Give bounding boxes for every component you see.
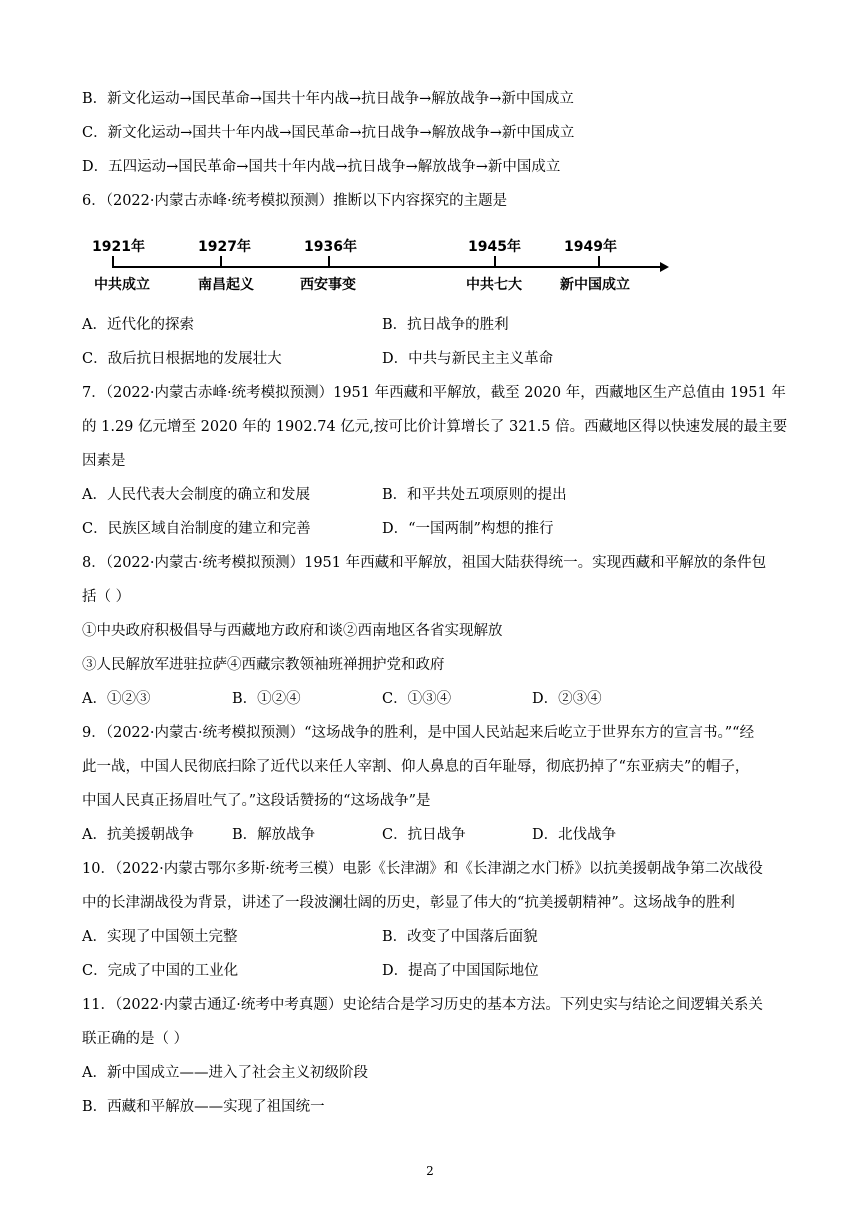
q10-stem-line: 10．（2022·内蒙古鄂尔多斯·统考三模）电影《长津湖》和《长津湖之水门桥》以抗美援朝战争第二次战役	[82, 861, 763, 877]
timeline-tick	[328, 256, 330, 267]
q8-option-b: B．①②④	[232, 691, 301, 707]
q5-option-d: D．五四运动→国民革命→国共十年内战→抗日战争→解放战争→新中国成立	[82, 159, 561, 175]
q10-option-b: B．改变了中国落后面貌	[382, 929, 538, 945]
q7-stem-line: 7．（2022·内蒙古赤峰·统考模拟预测）1951 年西藏和平解放，截至 2020 年，西藏地区生产总值由 1951 年	[82, 385, 786, 401]
q7-option-a: A．人民代表大会制度的确立和发展	[82, 487, 310, 503]
timeline-event: 中共七大	[466, 277, 522, 293]
timeline-year: 1945年	[468, 239, 521, 255]
timeline-arrow-icon	[660, 262, 669, 272]
q8-items-line: ③人民解放军进驻拉萨④西藏宗教领袖班禅拥护党和政府	[82, 657, 445, 673]
timeline-tick	[220, 256, 222, 267]
q6-timeline	[82, 232, 682, 302]
q6-option-a: A．近代化的探索	[82, 317, 194, 333]
q9-option-d: D．北伐战争	[532, 827, 617, 843]
q8-stem-line: 括（ ）	[82, 589, 131, 605]
q9-stem-line: 此一战，中国人民彻底扫除了近代以来任人宰割、仰人鼻息的百年耻辱，彻底扔掉了“东亚病夫”的帽子，	[82, 759, 750, 775]
page-number: 2	[426, 1164, 434, 1178]
q10-stem-line: 中的长津湖战役为背景，讲述了一段波澜壮阔的历史，彰显了伟大的“抗美援朝精神”。这场战争的胜利	[82, 895, 735, 911]
q9-option-b: B．解放战争	[232, 827, 316, 843]
q9-option-a: A．抗美援朝战争	[82, 827, 194, 843]
q8-option-a: A．①②③	[82, 691, 151, 707]
q5-option-b: B．新文化运动→国民革命→国共十年内战→抗日战争→解放战争→新中国成立	[82, 91, 574, 107]
q11-option-a: A．新中国成立——进入了社会主义初级阶段	[82, 1065, 368, 1081]
q6-stem: 6．（2022·内蒙古赤峰·统考模拟预测）推断以下内容探究的主题是	[82, 193, 508, 209]
q11-stem-line: 联正确的是（ ）	[82, 1031, 189, 1047]
q8-option-c: C．①③④	[382, 691, 452, 707]
timeline-event: 西安事变	[300, 277, 356, 293]
q6-option-d: D．中共与新民主主义革命	[382, 351, 554, 367]
timeline-tick	[598, 256, 600, 267]
timeline-year: 1936年	[304, 239, 357, 255]
q11-option-b: B．西藏和平解放——实现了祖国统一	[82, 1099, 325, 1115]
q9-stem-line: 中国人民真正扬眉吐气了。”这段话赞扬的“这场战争”是	[82, 793, 431, 809]
q9-option-c: C．抗日战争	[382, 827, 466, 843]
timeline-event: 中共成立	[94, 277, 150, 293]
q8-stem-line: 8．（2022·内蒙古·统考模拟预测）1951 年西藏和平解放，祖国大陆获得统一。实现西藏和平解放的条件包	[82, 555, 767, 571]
q10-option-d: D．提高了中国国际地位	[382, 963, 539, 979]
q9-stem-line: 9．（2022·内蒙古·统考模拟预测）“这场战争的胜利，是中国人民站起来后屹立于世界东方的宣言书。”“经	[82, 725, 755, 741]
q7-stem-line: 因素是	[82, 453, 126, 469]
q5-option-c: C．新文化运动→国共十年内战→国民革命→抗日战争→解放战争→新中国成立	[82, 125, 575, 141]
q7-option-b: B．和平共处五项原则的提出	[382, 487, 567, 503]
q8-option-d: D．②③④	[532, 691, 602, 707]
q7-option-d: D．“一国两制”构想的推行	[382, 521, 554, 537]
q10-option-a: A．实现了中国领土完整	[82, 929, 238, 945]
timeline-tick	[494, 256, 496, 267]
q7-option-c: C．民族区域自治制度的建立和完善	[82, 521, 311, 537]
q10-option-c: C．完成了中国的工业化	[82, 963, 239, 979]
timeline-tick	[112, 256, 114, 267]
q7-stem-line: 的 1.29 亿元增至 2020 年的 1902.74 亿元,按可比价计算增长了 321.5 倍。西藏地区得以快速发展的最主要	[82, 419, 788, 435]
timeline-year: 1927年	[198, 239, 251, 255]
q6-option-b: B．抗日战争的胜利	[382, 317, 509, 333]
timeline-event: 新中国成立	[560, 277, 630, 293]
q8-items-line: ①中央政府积极倡导与西藏地方政府和谈②西南地区各省实现解放	[82, 623, 503, 639]
timeline-year: 1921年	[92, 239, 145, 255]
q11-stem-line: 11．（2022·内蒙古通辽·统考中考真题）史论结合是学习历史的基本方法。下列史实与结论之间逻辑关系关	[82, 997, 763, 1013]
timeline-year: 1949年	[564, 239, 617, 255]
timeline-axis	[112, 266, 664, 268]
q6-option-c: C．敌后抗日根据地的发展壮大	[82, 351, 282, 367]
timeline-event: 南昌起义	[198, 277, 254, 293]
